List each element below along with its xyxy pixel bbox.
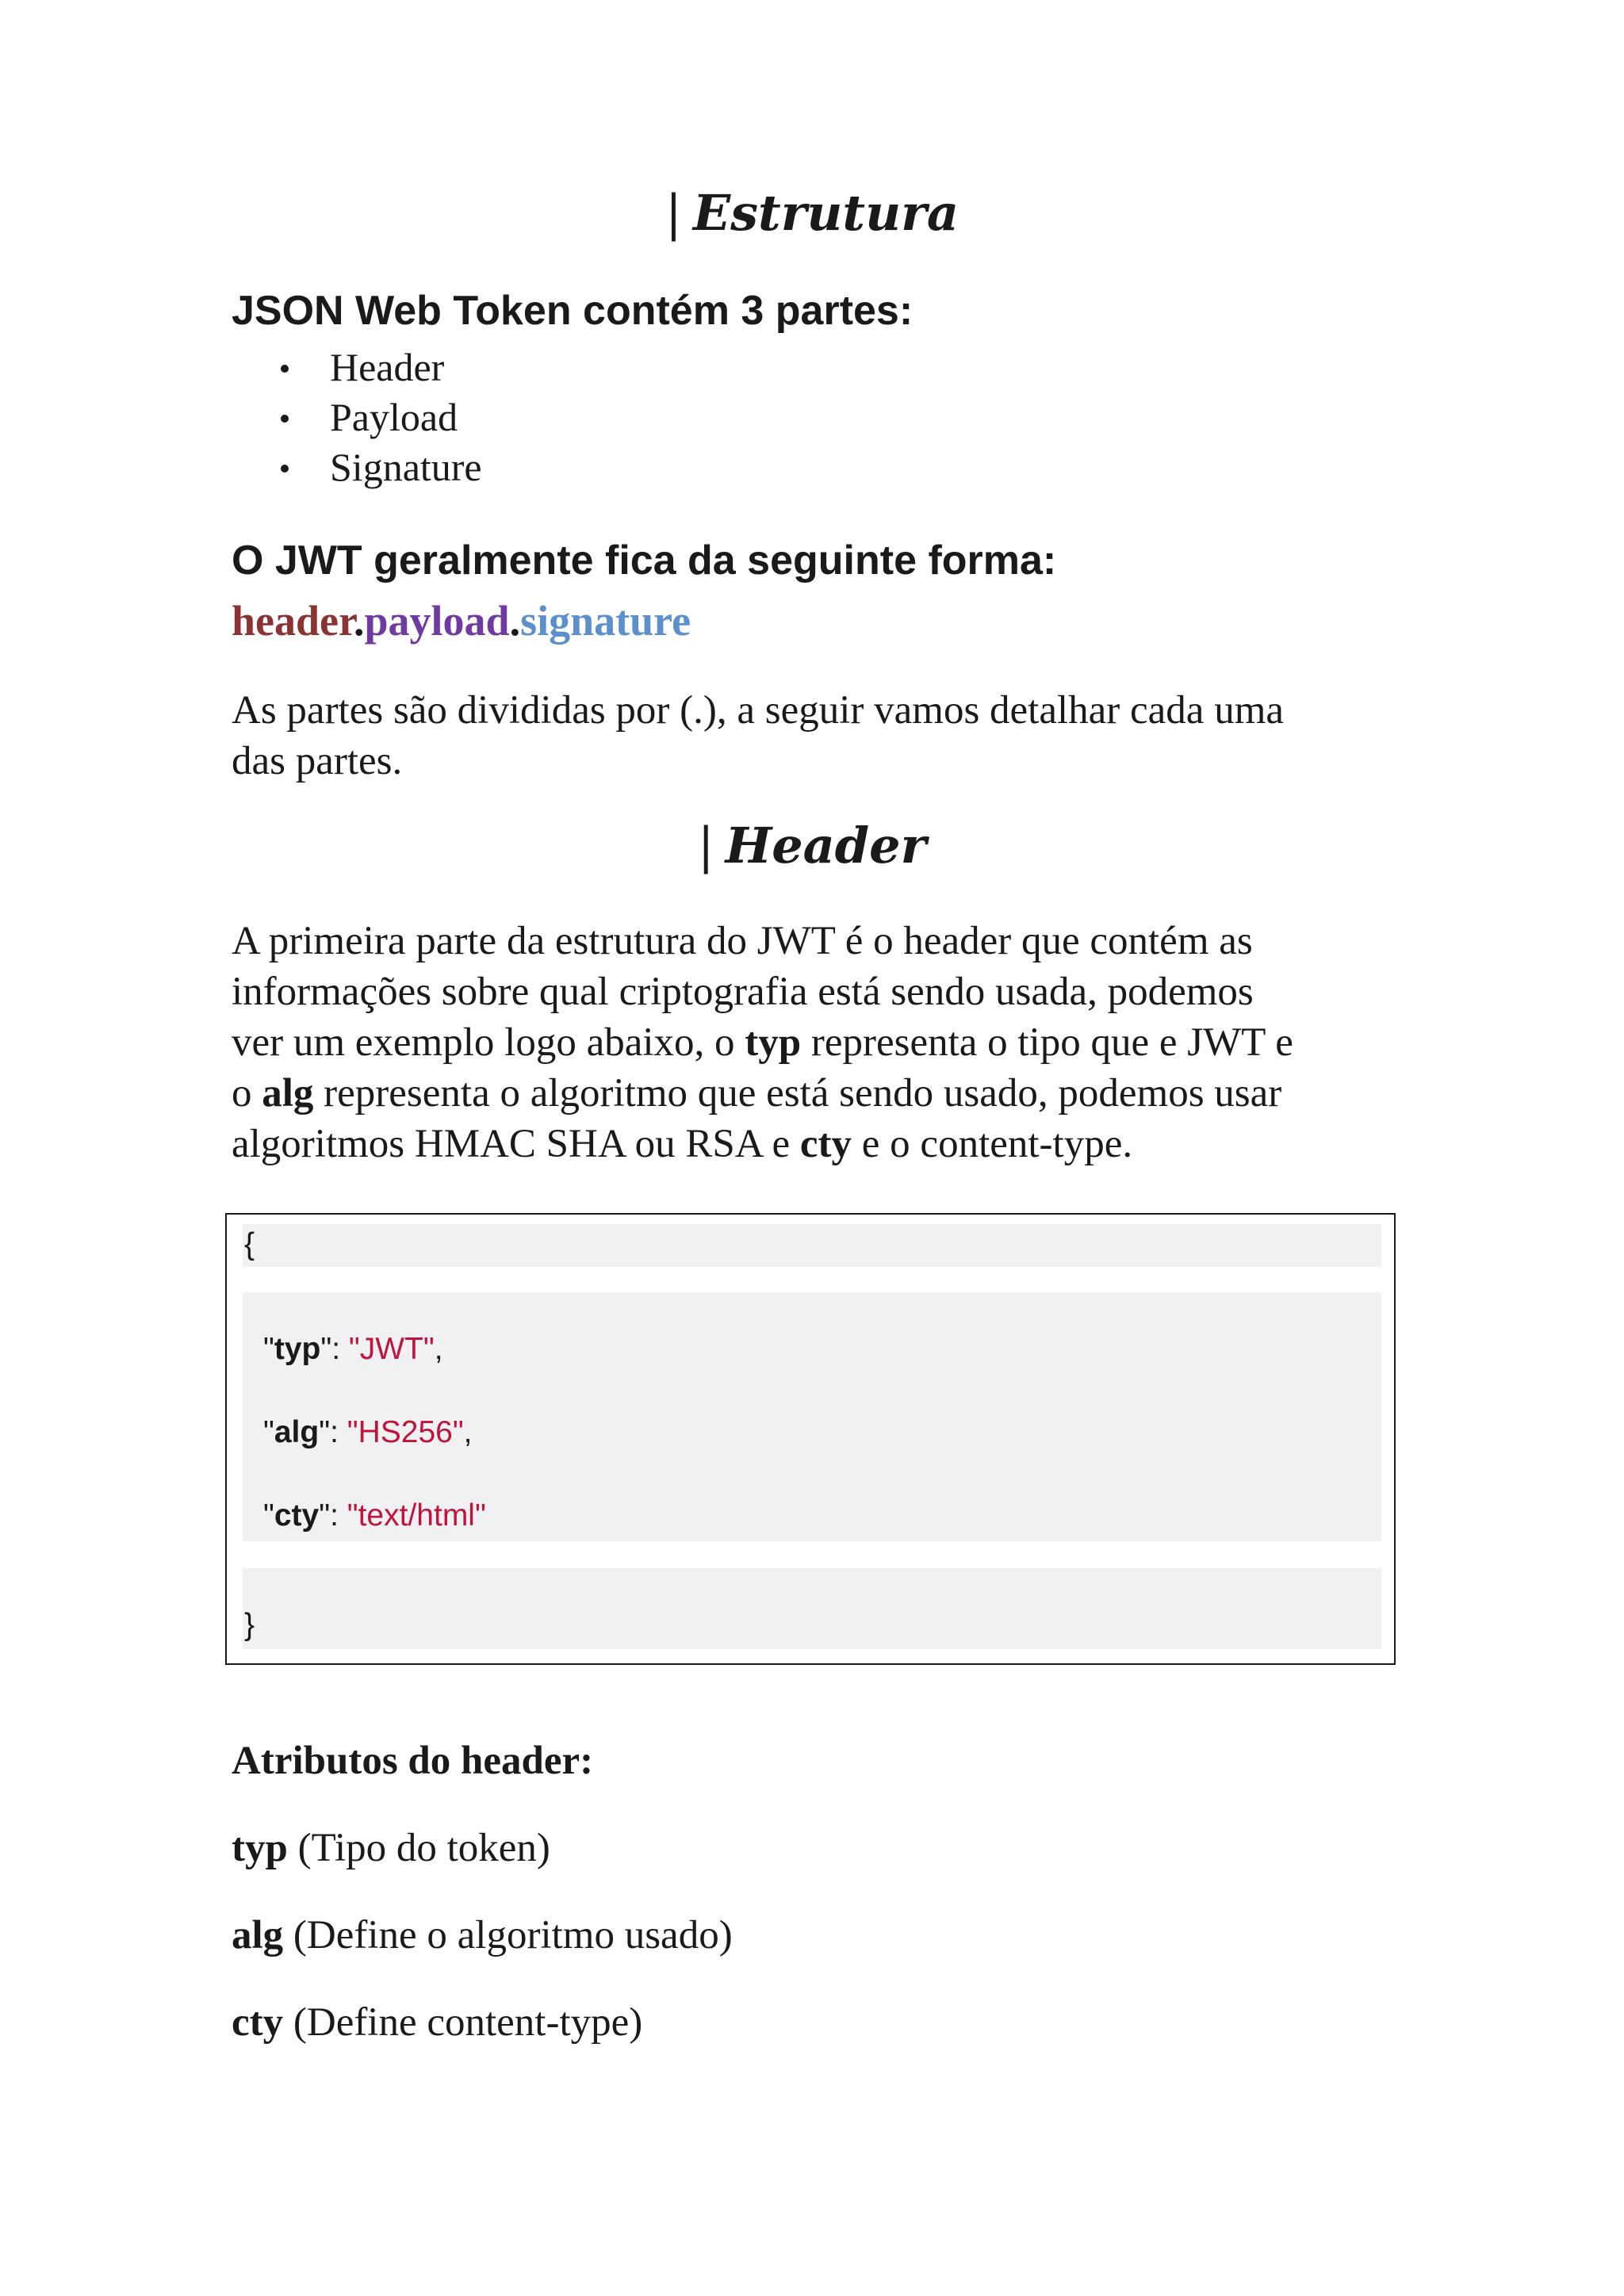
section-title-text: Header [725, 817, 927, 874]
attribute-item-cty: cty (Define content-type) [232, 2000, 643, 2045]
jwt-format-example [232, 596, 691, 645]
code-open-brace: { [244, 1227, 255, 1261]
subheading-parts: JSON Web Token contém 3 partes: [232, 288, 914, 334]
section-title-text: Estrutura [692, 184, 959, 242]
parts-paragraph: As partes são divididas por (.), a seguir vamos detalhar cada uma das partes. [232, 688, 1284, 783]
title-bar-glyph: | [697, 817, 714, 874]
code-block [225, 1213, 1396, 1665]
bullet-icon [281, 415, 289, 423]
code-close-brace: } [244, 1608, 255, 1642]
format-dot: . [509, 597, 521, 645]
header-paragraph: A primeira parte da estrutura do JWT é o header que contém as informações sobre qual criptografia está sendo usada, podemos ver um exemplo logo abaixo, o typ representa o tipo que e JWT e o alg representa o algoritmo que está sendo usado, podemos usar algoritmos HMAC SHA ou RSA e cty e o content-type. [232, 919, 1293, 1166]
list-item: Payload [232, 392, 482, 442]
section-title-estrutura [0, 184, 1624, 242]
attributes-title: Atributos do header: [232, 1739, 594, 1783]
subheading-jwt-form: O JWT geralmente fica da seguinte forma: [232, 538, 1057, 584]
code-line-alg: "alg": "HS256", [263, 1415, 473, 1449]
title-bar-glyph: | [665, 184, 682, 242]
code-line-typ: "typ": "JWT", [263, 1332, 443, 1366]
code-strip [243, 1224, 1381, 1267]
code-strip [243, 1568, 1381, 1649]
format-header: header [232, 597, 354, 645]
format-payload: payload [364, 597, 510, 645]
section-title-header [0, 817, 1624, 874]
format-dot: . [354, 597, 365, 645]
parts-list [232, 342, 482, 492]
attribute-item-typ: typ (Tipo do token) [232, 1826, 550, 1870]
list-item: Signature [232, 442, 482, 492]
list-item: Header [232, 342, 482, 392]
attribute-item-alg: alg (Define o algoritmo usado) [232, 1913, 733, 1957]
code-line-cty: "cty": "text/html" [263, 1498, 486, 1533]
bullet-icon [281, 365, 289, 373]
bullet-icon [281, 465, 289, 473]
format-signature: signature [520, 597, 691, 645]
